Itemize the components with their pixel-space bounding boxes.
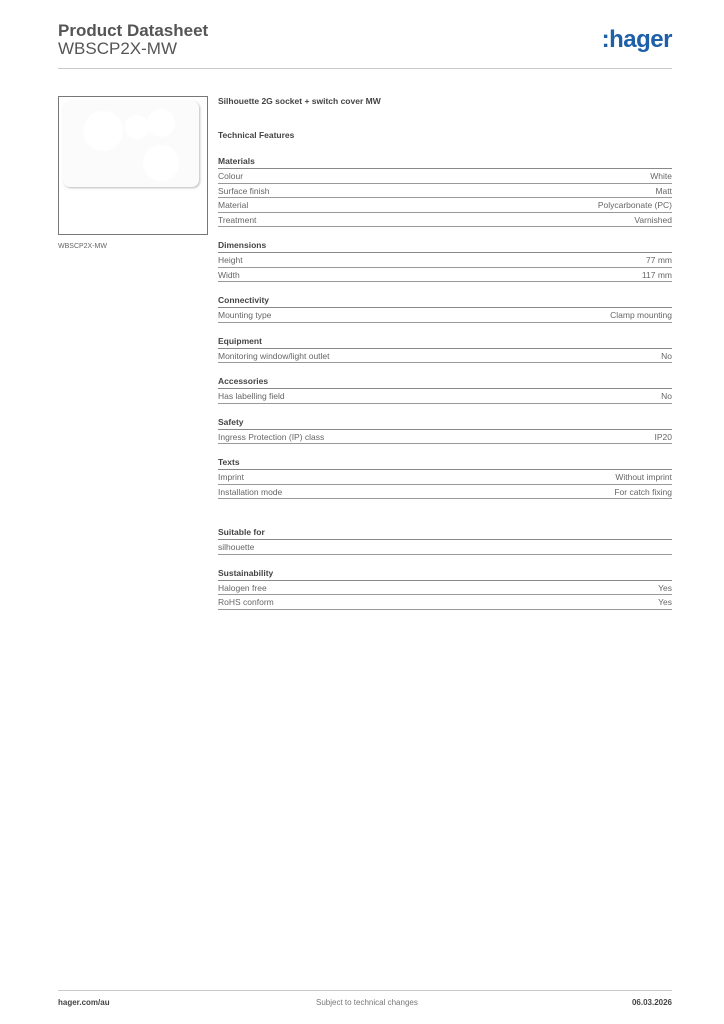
spec-row — [218, 254, 672, 268]
switch-outline — [147, 109, 175, 137]
spec-value: 117 mm — [641, 269, 672, 280]
spec-value: White — [650, 171, 672, 181]
spec-row — [218, 431, 672, 445]
spec-value: 77 mm — [646, 255, 672, 265]
spec-label: Material — [218, 200, 249, 210]
socket-outline — [143, 145, 179, 181]
spec-row — [218, 185, 672, 199]
spec-value: Varnished — [634, 214, 672, 225]
spec-label: RoHS conform — [218, 597, 274, 607]
spec-label: Height — [218, 255, 243, 265]
spec-panel — [218, 96, 672, 610]
section-title: Sustainability — [218, 568, 672, 581]
spec-label: Ingress Protection (IP) class — [218, 431, 325, 442]
spec-value: For catch fixing — [614, 486, 672, 497]
spec-section-equipment — [218, 336, 672, 364]
spec-value: No — [661, 391, 672, 401]
hager-logo: :hager — [601, 26, 672, 53]
spec-section-connectivity — [218, 295, 672, 323]
spec-section-safety — [218, 417, 672, 445]
spec-section-texts — [218, 457, 672, 499]
socket-outline — [83, 111, 123, 151]
spec-row — [218, 390, 672, 404]
spec-value: IP20 — [654, 431, 672, 442]
page-title: Product Datasheet — [58, 21, 209, 40]
footer-website[interactable]: hager.com/au — [58, 998, 110, 1007]
section-title: Texts — [218, 457, 672, 470]
spec-row — [218, 269, 672, 283]
section-title: Connectivity — [218, 295, 672, 308]
product-code: WBSCP2X-MW — [58, 39, 177, 58]
spec-value: Yes — [658, 582, 672, 593]
footer-divider — [58, 990, 672, 991]
cover-plate-illustration — [63, 101, 199, 187]
spec-row — [218, 471, 672, 485]
spec-row — [218, 199, 672, 213]
spec-label: Imprint — [218, 472, 244, 482]
section-title: Materials — [218, 156, 672, 169]
spec-row — [218, 541, 672, 555]
spec-section-accessories — [218, 376, 672, 404]
spec-row — [218, 350, 672, 364]
spec-label: Treatment — [218, 214, 257, 225]
spec-row — [218, 170, 672, 184]
header-divider — [58, 68, 672, 69]
spec-value: Polycarbonate (PC) — [597, 200, 672, 210]
section-title: Equipment — [218, 336, 672, 349]
spec-section-sustainability — [218, 568, 672, 610]
spec-label: Halogen free — [218, 582, 267, 593]
spec-row — [218, 596, 672, 610]
footer-date: 06.03.2026 — [631, 998, 672, 1007]
spec-label: Monitoring window/light outlet — [218, 350, 330, 361]
spec-sections — [218, 156, 672, 610]
spec-section-dimensions — [218, 240, 672, 282]
spec-label: Has labelling field — [218, 391, 285, 401]
image-caption: WBSCP2X-MW — [58, 243, 107, 250]
spec-value: Clamp mounting — [610, 310, 672, 320]
spec-label: silhouette — [218, 542, 255, 552]
technical-features-heading: Technical Features — [218, 130, 295, 140]
spec-label: Surface finish — [218, 185, 270, 196]
section-title: Accessories — [218, 376, 672, 389]
spec-row — [218, 214, 672, 228]
section-title: Safety — [218, 417, 672, 430]
spec-value: Yes — [658, 597, 672, 607]
spec-row — [218, 582, 672, 596]
socket-outline — [125, 115, 149, 139]
spec-section-suitable-for — [218, 527, 672, 555]
spec-label: Width — [218, 269, 240, 280]
section-title: Suitable for — [218, 527, 672, 540]
product-image — [58, 96, 208, 235]
spec-value: Without imprint — [615, 472, 672, 482]
spec-label: Colour — [218, 171, 244, 181]
spec-label: Mounting type — [218, 310, 272, 320]
spec-label: Installation mode — [218, 486, 283, 497]
section-title: Dimensions — [218, 240, 672, 253]
spec-row — [218, 486, 672, 500]
spec-row — [218, 309, 672, 323]
product-name: Silhouette 2G socket + switch cover MW — [218, 96, 381, 106]
spec-value: No — [661, 350, 672, 361]
footer-note: Subject to technical changes — [316, 998, 418, 1007]
spec-section-materials — [218, 156, 672, 227]
spec-value: Matt — [655, 185, 672, 196]
